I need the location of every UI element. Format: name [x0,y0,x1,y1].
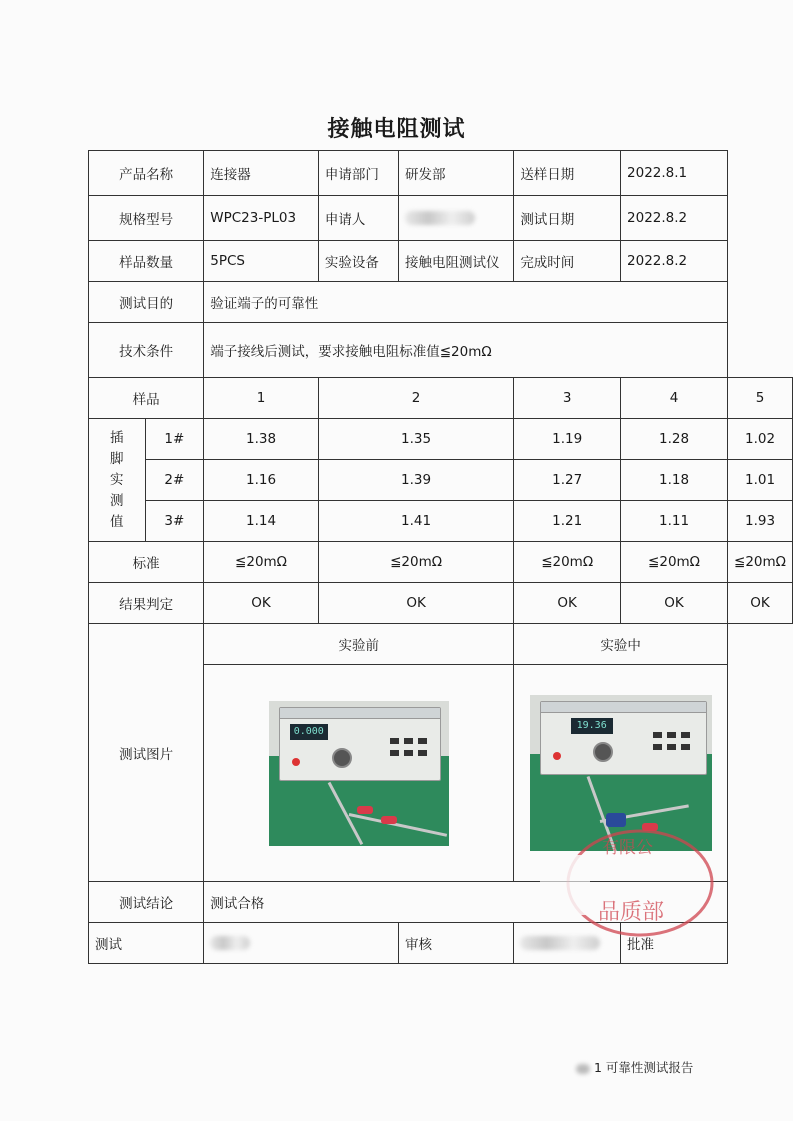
test-sign-label: 测试 [89,923,204,964]
device-key [390,750,399,756]
measured-value: 1.11 [621,501,728,542]
during-photo [530,695,712,851]
device-label-band [541,702,706,713]
device-red-button [553,752,561,760]
device-key [681,732,690,738]
test-date-label: 测试日期 [514,196,621,241]
test-clip [381,816,397,824]
footer-text: 1 可靠性测试报告 [593,1060,694,1075]
device-red-button [292,758,300,766]
conclusion-label: 测试结论 [89,882,204,923]
redacted-mark [210,936,250,950]
model-value: WPC23-PL03 [204,196,319,241]
applicant-value [398,196,513,241]
qty-label: 样品数量 [89,241,204,282]
page-title: 接触电阻测试 [327,117,466,142]
device-display: 0.000 [290,724,328,740]
purpose-label: 测试目的 [89,282,204,323]
dept-value: 研发部 [398,151,513,196]
device-key [418,738,427,744]
standard-value: ≦20mΩ [204,542,319,583]
pin-group-label [89,419,146,542]
pin-label: 2# [145,460,204,501]
result-value: OK [514,583,621,624]
result-value: OK [204,583,319,624]
standard-value: ≦20mΩ [514,542,621,583]
review-sign-value [514,923,621,964]
test-clip [357,806,373,814]
model-label: 规格型号 [89,196,204,241]
device-key [404,738,413,744]
test-date-value: 2022.8.2 [621,196,728,241]
equip-value: 接触电阻测试仪 [398,241,513,282]
purpose-value: 验证端子的可靠性 [204,282,728,323]
resistance-tester-device [279,707,441,781]
device-key [667,732,676,738]
connector-sample [606,813,626,827]
qty-value: 5PCS [204,241,319,282]
result-value: OK [621,583,728,624]
measured-value: 1.93 [728,501,793,542]
resistance-tester-device [540,701,707,775]
dept-label: 申请部门 [318,151,398,196]
finish-date-label: 完成时间 [514,241,621,282]
measured-value: 1.41 [318,501,513,542]
device-key [653,744,662,750]
seal-text-top: 有限公 [602,838,653,858]
sample-header: 1 [204,378,319,419]
tech-value: 端子接线后测试，要求接触电阻标准值≦20mΩ [204,323,728,378]
device-knob [332,748,352,768]
during-photo-cell [514,665,728,882]
footer [576,1058,693,1076]
test-sign-value [204,923,399,964]
pictures-label: 测试图片 [89,624,204,882]
finish-date-value: 2022.8.2 [621,241,728,282]
device-key [667,744,676,750]
measured-value: 1.01 [728,460,793,501]
device-key [418,750,427,756]
product-name-value: 连接器 [204,151,319,196]
device-key [404,750,413,756]
report-table [88,150,793,964]
device-knob [593,742,613,762]
sample-label: 样品 [89,378,204,419]
approve-sign-cell [621,923,728,964]
measured-value: 1.39 [318,460,513,501]
standard-value: ≦20mΩ [318,542,513,583]
product-name-label: 产品名称 [89,151,204,196]
redacted-mark [576,1064,590,1074]
review-sign-label: 审核 [398,923,513,964]
send-date-label: 送样日期 [514,151,621,196]
applicant-label: 申请人 [318,196,398,241]
tech-label: 技术条件 [89,323,204,378]
measured-value: 1.19 [514,419,621,460]
measured-value: 1.14 [204,501,319,542]
measured-value: 1.28 [621,419,728,460]
device-key [653,732,662,738]
before-photo-cell [204,665,514,882]
device-key [390,738,399,744]
device-key [681,744,690,750]
pin-group-char: 值 [110,513,124,530]
before-photo [269,701,449,846]
test-clip [642,823,658,831]
sample-header: 5 [728,378,793,419]
pin-group-char: 插 [110,429,124,446]
measured-value: 1.35 [318,419,513,460]
measured-value: 1.27 [514,460,621,501]
pin-group-char: 实 [110,471,124,488]
measured-value: 1.21 [514,501,621,542]
standard-value: ≦20mΩ [728,542,793,583]
standard-label: 标准 [89,542,204,583]
pin-group-char: 脚 [110,450,124,467]
during-label: 实验中 [514,624,728,665]
measured-value: 1.02 [728,419,793,460]
result-value: OK [318,583,513,624]
conclusion-value: 测试合格 [204,882,728,923]
result-value: OK [728,583,793,624]
seal-text-bottom: 品质部 [598,900,665,925]
sample-header: 4 [621,378,728,419]
approve-sign-label: 批准 [627,937,655,953]
result-label: 结果判定 [89,583,204,624]
pin-label: 1# [145,419,204,460]
sample-header: 3 [514,378,621,419]
before-label: 实验前 [204,624,514,665]
device-label-band [280,708,440,719]
pin-label: 3# [145,501,204,542]
measured-value: 1.16 [204,460,319,501]
pin-group-char: 测 [110,492,124,509]
send-date-value: 2022.8.1 [621,151,728,196]
equip-label: 实验设备 [318,241,398,282]
sample-header: 2 [318,378,513,419]
standard-value: ≦20mΩ [621,542,728,583]
measured-value: 1.38 [204,419,319,460]
redacted-mark [520,936,600,950]
measured-value: 1.18 [621,460,728,501]
redacted-mark [405,211,475,225]
device-display: 19.36 [571,718,613,734]
